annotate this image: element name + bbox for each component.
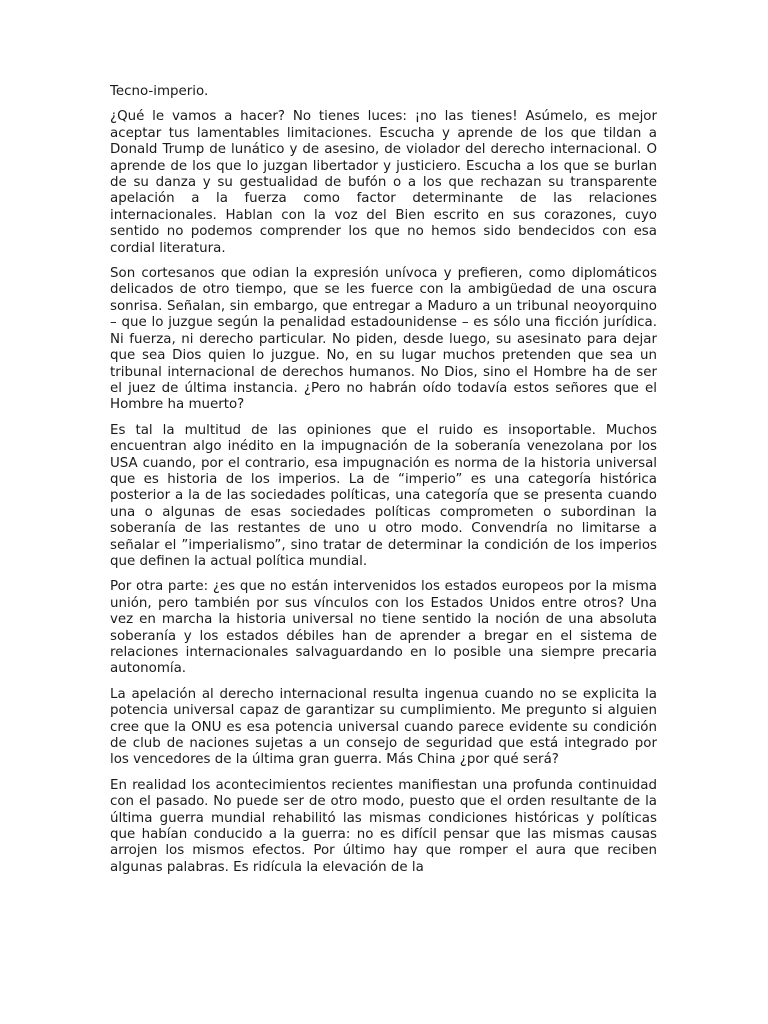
paragraph-6: En realidad los acontecimientos recientes manifiestan una profunda continuidad con el pasado. No puede ser de otro modo, puesto que el orden resultante de la última guerra mundial rehabilitó las mismas condiciones históricas y políticas que habían conducido a la guerra: no es difícil pensar que las mismas causas arrojen los mismos efectos. Por último hay que romper el aura que reciben algunas palabras. Es ridícula la elevación de la bbox=[110, 777, 657, 875]
document-title: Tecno-imperio. bbox=[110, 84, 209, 99]
document-page bbox=[110, 84, 657, 885]
paragraph-4: Por otra parte: ¿es que no están intervenidos los estados europeos por la misma unión, pero también por sus vínculos con los Estados Unidos entre otros? Una vez en marcha la historia universal no tiene sentido la noción de una absoluta soberanía y los estados débiles han de aprender a bregar en el sistema de relaciones internacionales salvaguardando en lo posible una siempre precaria autonomía. bbox=[110, 579, 657, 677]
paragraph-3: Es tal la multitud de las opiniones que el ruido es insoportable. Muchos encuentran algo inédito en la impugnación de la soberanía venezolana por los USA cuando, por el contrario, esa impugnación es norma de la historia universal que es historia de los imperios. La de “imperio” es una categoría histórica posterior a la de las sociedades políticas, una categoría que se presenta cuando una o algunas de esas sociedades políticas comprometen o subordinan la soberanía de las restantes de uno u otro modo. Convendría no limitarse a señalar el ”imperialismo”, sino tratar de determinar la condición de los imperios que definen la actual política mundial. bbox=[110, 422, 657, 569]
paragraph-2: Son cortesanos que odian la expresión unívoca y prefieren, como diplomáticos delicados de otro tiempo, que se les fuerce con la ambigüedad de una oscura sonrisa. Señalan, sin embargo, que entregar a Maduro a un tribunal neoyorquino – que lo juzgue según la penalidad estadounidense – es sólo una ficción jurídica. Ni fuerza, ni derecho particular. No piden, desde luego, su asesinato para dejar que sea Dios quien lo juzgue. No, en su lugar muchos pretenden que sea un tribunal internacional de derechos humanos. No Dios, sino el Hombre ha de ser el juez de última instancia. ¿Pero no habrán oído todavía estos señores que el Hombre ha muerto? bbox=[110, 266, 657, 413]
paragraph-5: La apelación al derecho internacional resulta ingenua cuando no se explicita la potencia universal capaz de garantizar su cumplimiento. Me pregunto si alguien cree que la ONU es esa potencia universal cuando parece evidente su condición de club de naciones sujetas a un consejo de seguridad que está integrado por los vencedores de la última gran guerra. Más China ¿por qué será? bbox=[110, 686, 657, 768]
paragraph-1: ¿Qué le vamos a hacer? No tienes luces: ¡no las tienes! Asúmelo, es mejor aceptar tus lamentables limitaciones. Escucha y aprende de los que tildan a Donald Trump de lunático y de asesino, de violador del derecho internacional. O aprende de los que lo juzgan libertador y justiciero. Escucha a los que se burlan de su danza y su gestualidad de bufón o a los que rechazan su transparente apelación a la fuerza como factor determinante de las relaciones internacionales. Hablan con la voz del Bien escrito en sus corazones, cuyo sentido no podemos comprender los que no hemos sido bendecidos con esa cordial literatura. bbox=[110, 109, 657, 256]
